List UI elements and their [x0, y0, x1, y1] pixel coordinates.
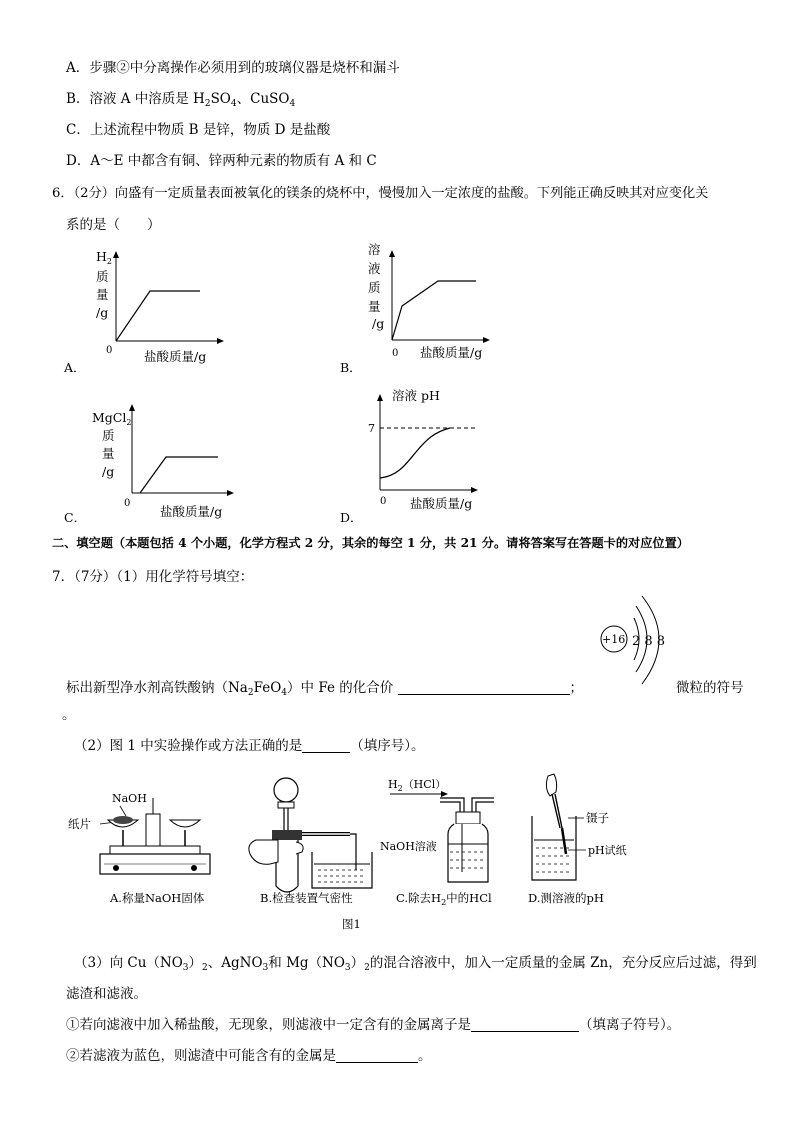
label-tweezers: 镊子 — [586, 811, 609, 825]
label-h2-hcl: $H_2(HCl)$ — [388, 778, 447, 793]
graph-c-curve — [140, 457, 218, 493]
graph-d-option: D． — [340, 510, 363, 525]
q7-p1-line: 标出新型净水剂高铁酸钠$(Na_2FeO_4)$中 Fe 的化合价 ； — [66, 680, 584, 698]
graph-a-y-arrow — [113, 251, 119, 258]
graph-b-y-arrow — [389, 250, 395, 257]
graph-b-ylabel-2: 液 — [368, 261, 381, 276]
graph-b-ylabel-1: 溶 — [368, 242, 381, 257]
graph-b-option: B． — [340, 360, 362, 375]
graph-d-zero: 0 — [380, 496, 387, 507]
graph-d-y-arrow — [377, 394, 383, 401]
apparatus-d-ph-test — [528, 774, 627, 905]
graph-d — [336, 384, 506, 526]
graph-a-zero: 0 — [106, 345, 113, 356]
q7-blank-fig1[interactable] — [302, 738, 350, 753]
label-naoh: NaOH — [112, 792, 147, 805]
caption-d: D.测溶液的pH — [528, 891, 604, 905]
q7-p2: （2）图 1 中实验操作或方法正确的是 （填序号）。 — [74, 738, 425, 754]
q7-period: 。 — [62, 707, 76, 723]
caption-c: C.除去$H_2$中的HCl — [396, 891, 492, 907]
graph-c-zero: 0 — [124, 498, 131, 509]
graph-c — [60, 398, 250, 528]
q5-option-d: D．A～E 中都含有铜、锌两种元素的物质有 A 和 C — [66, 153, 377, 169]
graph-c-xlabel: 盐酸质量/g — [160, 504, 223, 519]
figure-1-title: 图1 — [342, 917, 361, 931]
q5-option-c: C．上述流程中物质 B 是锌，物质 D 是盐酸 — [66, 122, 331, 138]
graph-a-ylabel-2: 质 — [96, 269, 109, 284]
graph-b-xlabel: 盐酸质量/g — [420, 345, 483, 360]
q7-p3-q2: ②若滤液为蓝色，则滤渣中可能含有的金属是 。 — [66, 1048, 432, 1064]
q7-p3-q1: ①若向滤液中加入稀盐酸，无现象，则滤液中一定含有的金属离子是 （填离子符号）。 — [66, 1017, 681, 1033]
graph-c-ylabel-2: 质 — [102, 428, 115, 443]
q7-blank-possible-metal[interactable] — [336, 1048, 418, 1063]
graph-a-xlabel: 盐酸质量/g — [144, 349, 207, 364]
graph-d-curve — [380, 428, 450, 478]
graph-a-ylabel-h2: $H_2$ — [96, 249, 112, 266]
graph-b-zero: 0 — [392, 348, 399, 359]
q7-head: 7．（7分）（1）用化学符号填空： — [52, 569, 254, 585]
q7-blank-metal-ions[interactable] — [471, 1017, 579, 1032]
graph-a — [60, 243, 230, 375]
q7-particle-text: 微粒的符号 — [676, 680, 744, 696]
graph-c-ylabel-4: /g — [102, 464, 115, 479]
q5-option-b: B．溶液 A 中溶质是 $H_2SO_4$、CuSO$_4$ — [66, 91, 296, 109]
graph-a-ylabel-4: /g — [96, 305, 109, 320]
apparatus-b-airtight — [249, 778, 372, 905]
graph-a-curve — [116, 291, 200, 341]
graph-c-ylabel-3: 量 — [102, 446, 115, 461]
graph-a-x-arrow — [217, 338, 224, 344]
section-2-heading: 二、填空题（本题包括 4 个小题，化学方程式 2 分，其余的每空 1 分，共 21 分。请将答案写在答题卡的对应位置） — [52, 536, 689, 550]
graph-c-x-arrow — [227, 490, 234, 496]
q7-p3-line2: 滤渣和滤液。 — [66, 986, 147, 1002]
q6-stem-line1: 6．（2分）向盛有一定质量表面被氧化的镁条的烧杯中，慢慢加入一定浓度的盐酸。下列能正确反映其对应变化关 — [52, 186, 709, 201]
label-ph-paper: pH试纸 — [588, 844, 627, 857]
graph-b-ylabel-4: 量 — [368, 299, 381, 314]
graph-a-ylabel-3: 量 — [96, 287, 109, 302]
atom-nucleus-charge: +16 — [602, 633, 626, 646]
graph-d-seven: 7 — [368, 422, 375, 435]
q6-stem-line2: 系的是（ ） — [66, 217, 161, 233]
graph-c-option: C． — [64, 510, 87, 525]
graph-b-ylabel-3: 质 — [368, 280, 381, 295]
graph-d-xlabel: 盐酸质量/g — [410, 496, 473, 511]
caption-a: A.称量NaOH固体 — [110, 891, 205, 905]
caption-b: B.检查装置气密性 — [260, 891, 353, 905]
q7-blank-fe-valence[interactable] — [398, 680, 570, 695]
atom-shells: 2 8 8 — [632, 634, 666, 649]
graph-a-option: A． — [64, 360, 86, 375]
graph-b — [336, 240, 506, 375]
label-paper: 纸片 — [68, 817, 91, 831]
graph-c-y-arrow — [129, 404, 135, 411]
figure-1 — [60, 768, 650, 938]
graph-d-x-arrow — [471, 487, 478, 493]
q7-p3-line1: （3）向 $Cu(NO_3)_2$、AgNO$_3$和 $Mg(NO_3)_2$的混合溶液中，加入一定质量的金属 Zn，充分反应后过滤，得到 — [74, 955, 757, 973]
graph-d-ylabel: 溶液 pH — [392, 388, 440, 403]
apparatus-a-balance — [68, 792, 210, 905]
apparatus-c-gas-washing — [380, 778, 494, 907]
label-naoh-solution: NaOH溶液 — [380, 840, 437, 853]
graph-b-ylabel-5: /g — [372, 316, 385, 331]
graph-b-curve — [392, 281, 476, 340]
graph-c-ylabel-mgcl2: MgCl$_2$ — [92, 410, 132, 427]
graph-b-x-arrow — [483, 337, 490, 343]
q5-option-a: A．步骤②中分离操作必须用到的玻璃仪器是烧杯和漏斗 — [66, 60, 400, 76]
